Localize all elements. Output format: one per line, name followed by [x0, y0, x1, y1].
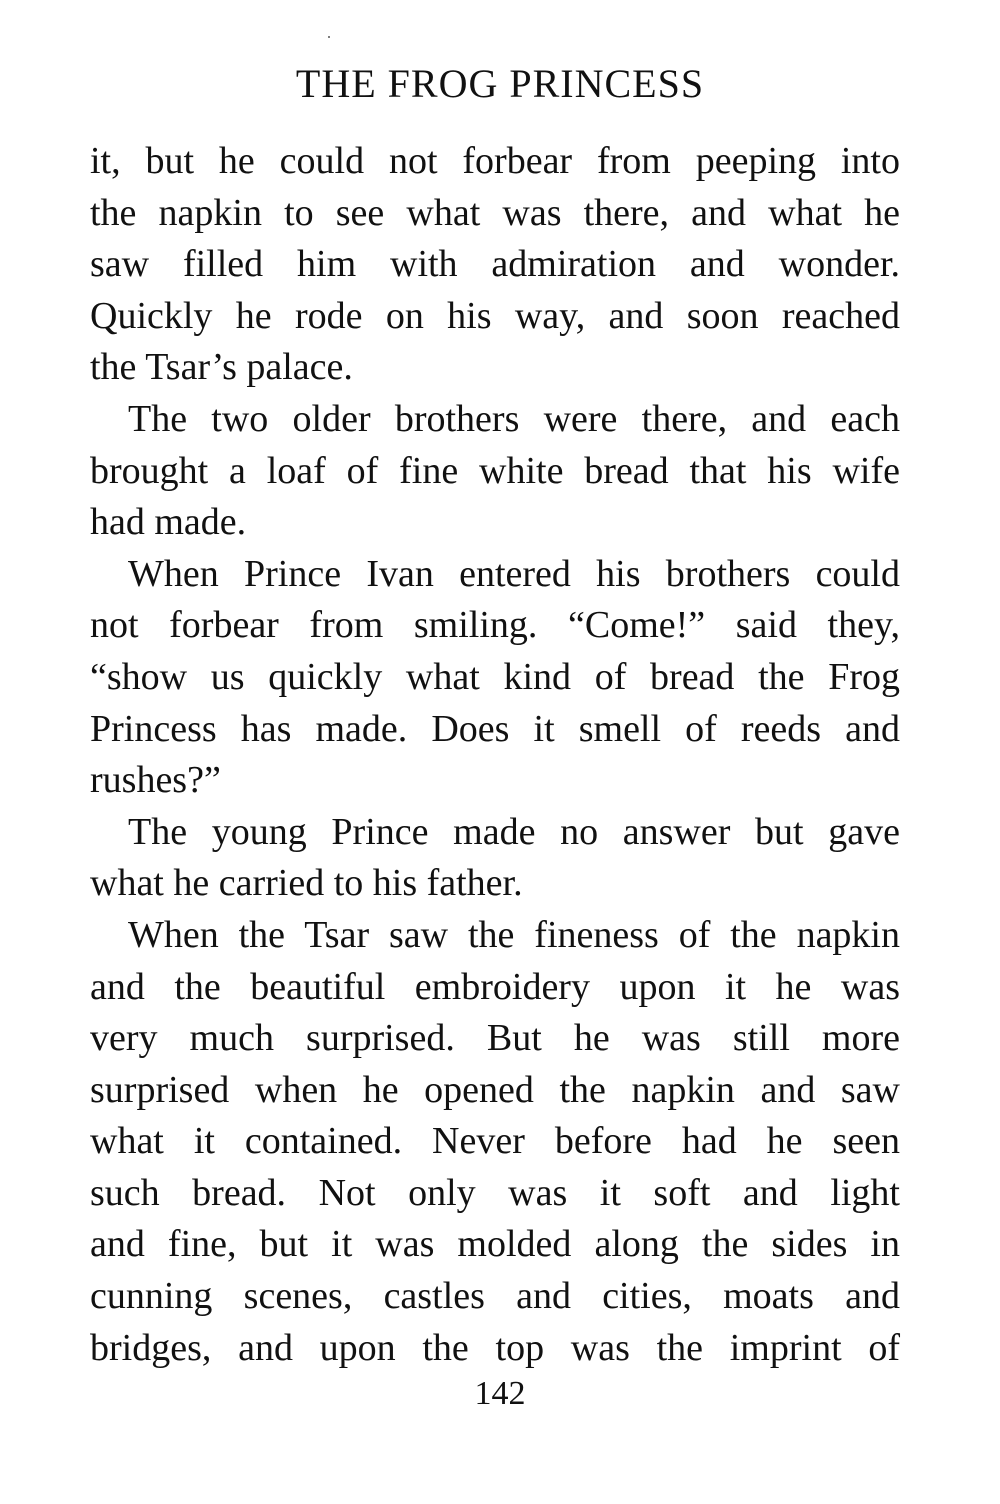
text-line: Quickly he rode on his way, and soon reached	[90, 294, 900, 337]
text-line: very much surprised. But he was still more	[90, 1017, 900, 1060]
page-number: 142	[474, 1375, 526, 1412]
text-line: When Prince Ivan entered his brothers could	[128, 552, 900, 595]
body-text	[90, 136, 900, 1374]
text-line: the napkin to see what was there, and what he	[90, 191, 900, 234]
text-line: it, but he could not forbear from peeping into	[90, 140, 900, 182]
text-line: Princess has made. Does it smell of reeds and	[90, 707, 900, 750]
print-speck	[328, 36, 330, 38]
text-line: and fine, but it was molded along the sides in	[90, 1223, 900, 1266]
paragraph-1	[90, 136, 900, 394]
text-line: what it contained. Never before had he seen	[90, 1120, 900, 1163]
text-line: such bread. Not only was it soft and light	[90, 1171, 900, 1214]
paragraph-5	[90, 910, 900, 1374]
paragraph-4	[90, 807, 900, 910]
text-line: had made.	[90, 501, 247, 544]
text-line: saw filled him with admiration and wonder.	[90, 243, 900, 286]
text-line: brought a loaf of fine white bread that his wife	[90, 449, 900, 492]
text-line: The two older brothers were there, and each	[128, 397, 900, 440]
running-title: THE FROG PRINCESS	[295, 61, 705, 106]
text-line: not forbear from smiling. “Come!” said they,	[90, 604, 900, 647]
paragraph-2	[90, 394, 900, 549]
text-line: “show us quickly what kind of bread the Frog	[90, 655, 900, 698]
text-line: cunning scenes, castles and cities, moats and	[90, 1275, 900, 1318]
text-line: bridges, and upon the top was the imprint of	[90, 1326, 900, 1369]
text-line: When the Tsar saw the fineness of the napkin	[128, 913, 900, 956]
text-line: surprised when he opened the napkin and saw	[90, 1068, 900, 1111]
text-line: what he carried to his father.	[90, 862, 523, 905]
text-line: and the beautiful embroidery upon it he was	[90, 965, 900, 1008]
text-line: The young Prince made no answer but gave	[128, 810, 900, 853]
text-line: rushes?”	[90, 759, 221, 802]
paragraph-3	[90, 549, 900, 807]
text-line: the Tsar’s palace.	[90, 346, 353, 389]
